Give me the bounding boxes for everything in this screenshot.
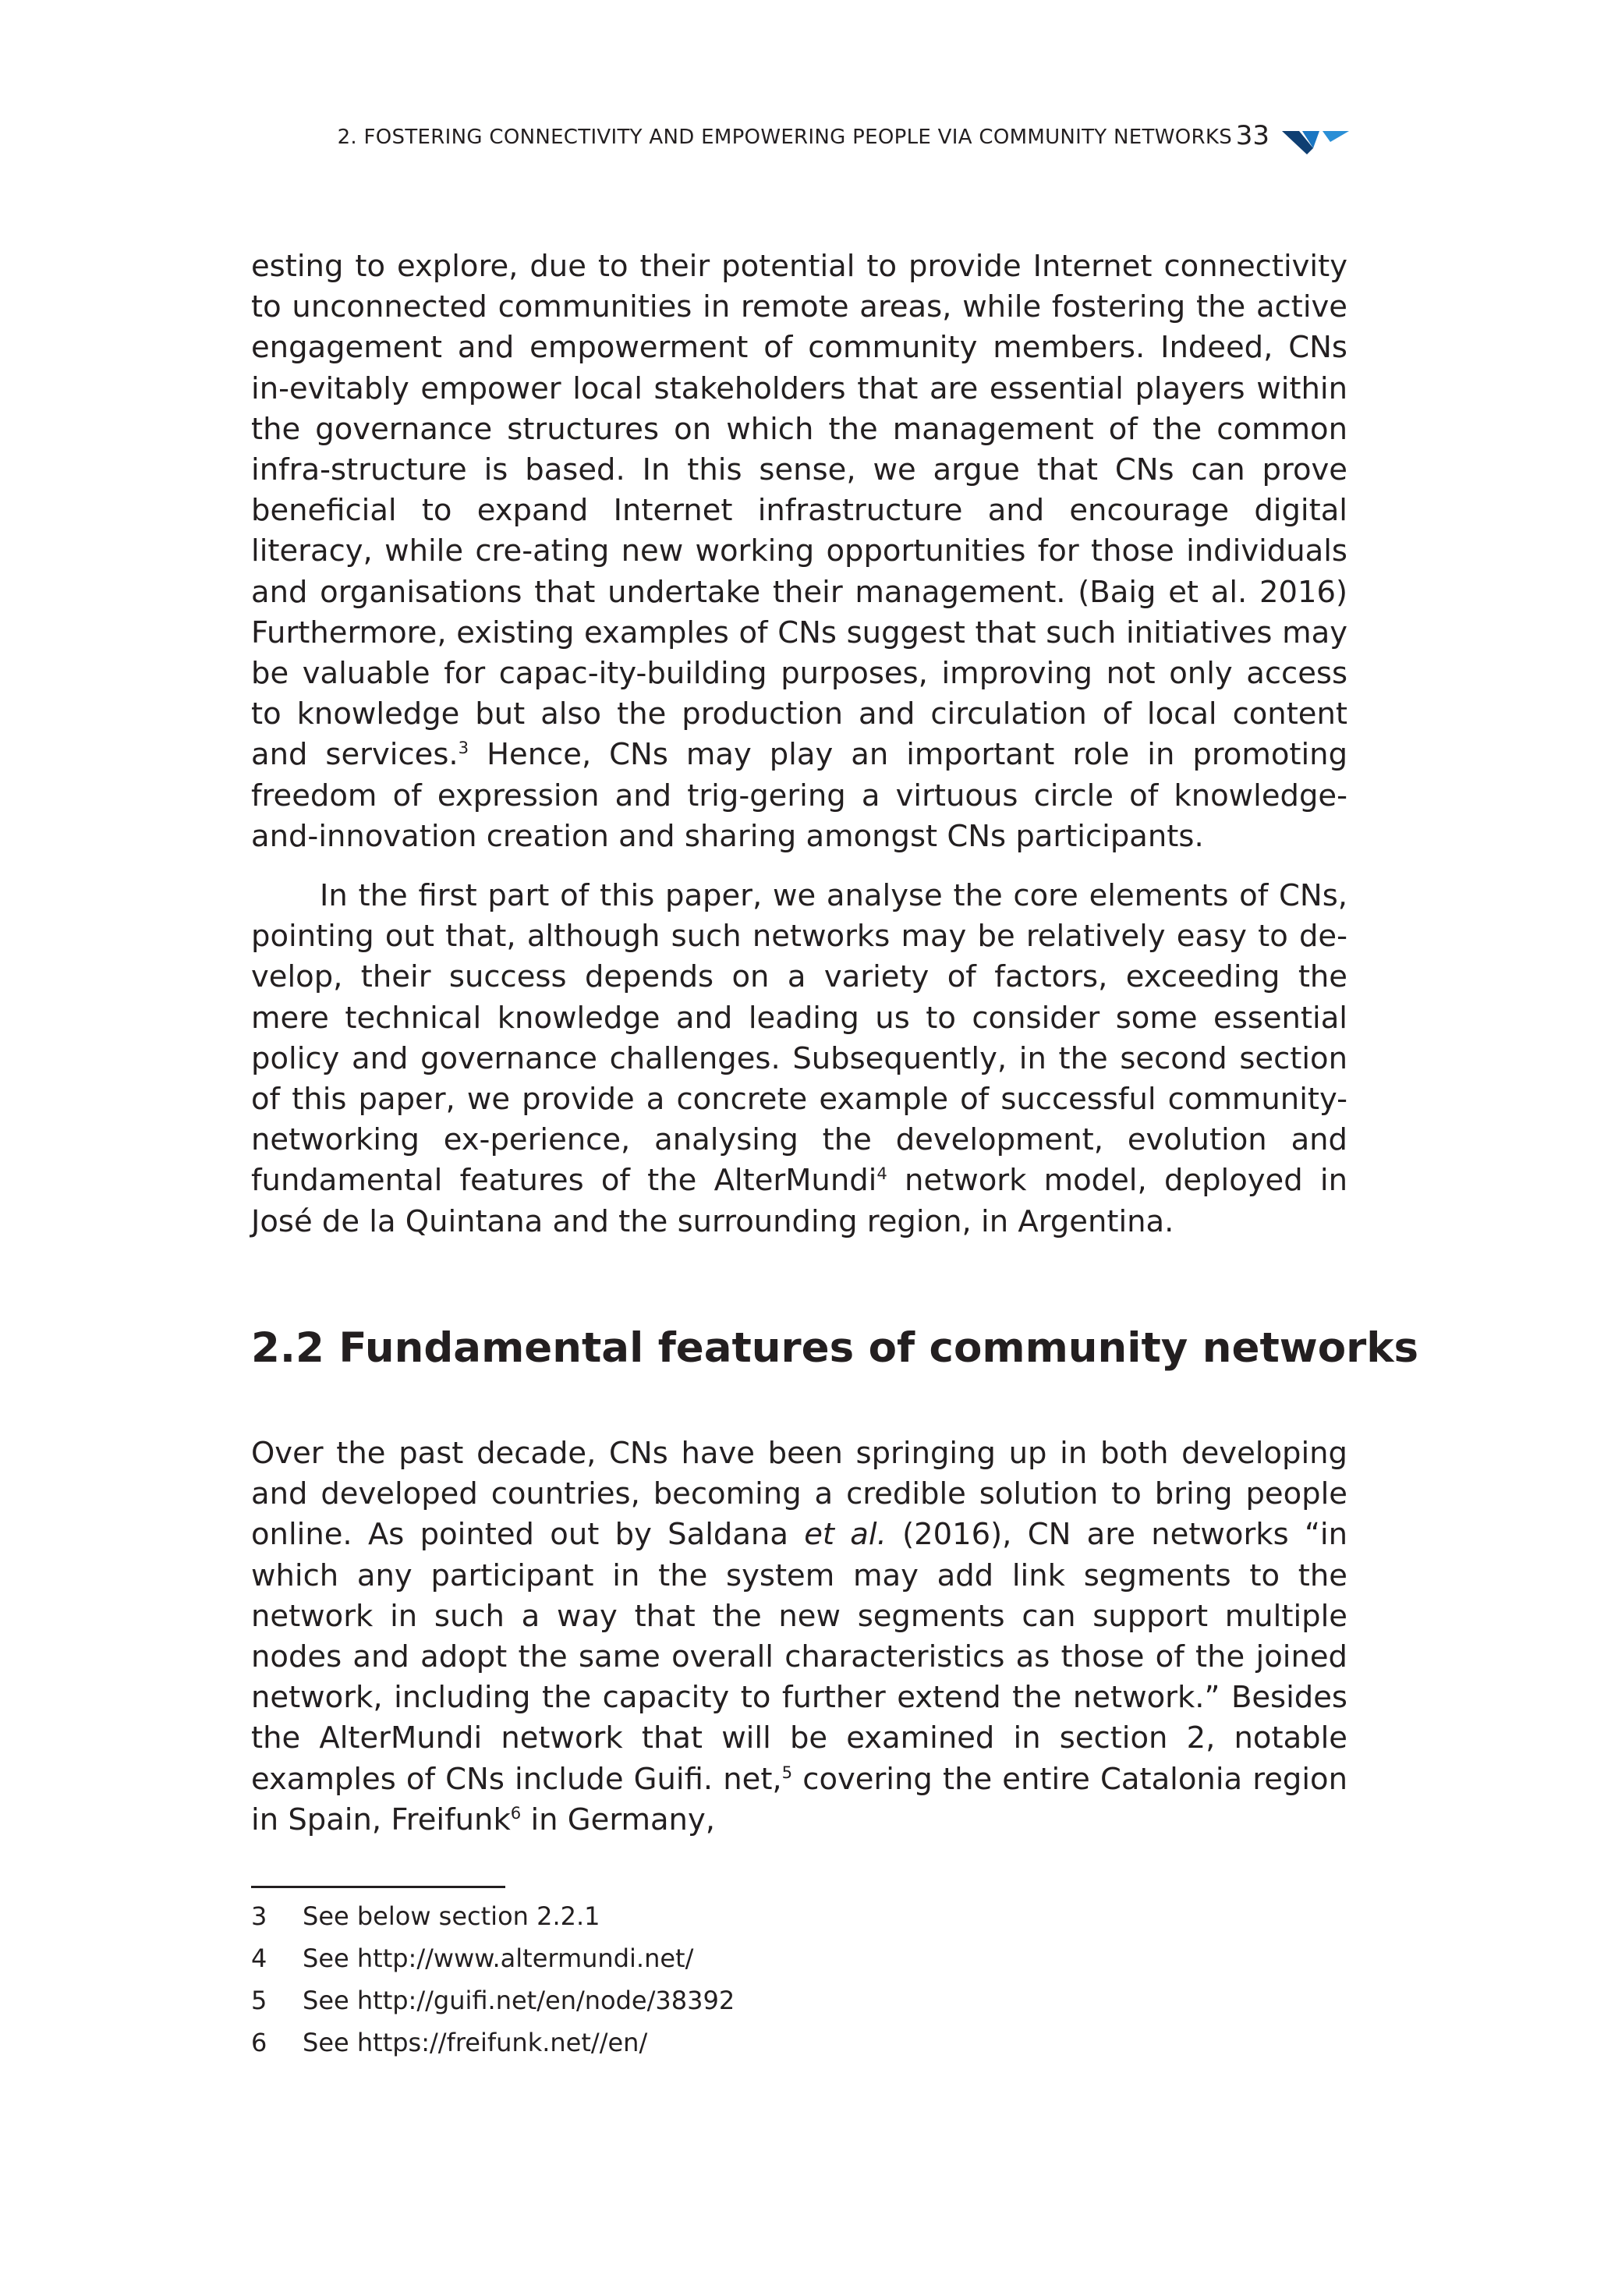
paragraph-1-text-b: Hence, CNs may play an important role in promoting freedom of expression and trig-gering a virtuous circle of knowledge-and-innovation creation and sharing amongst CNs participants. [251, 737, 1348, 854]
page-number: 33 [1235, 120, 1269, 151]
logo-accent-shape [1323, 131, 1349, 142]
body-text [251, 246, 1347, 1242]
footnote-4 [251, 1937, 1031, 1979]
running-header [337, 120, 1349, 161]
footnote-link-text[interactable]: See https://freifunk.net//en/ [303, 2028, 648, 2057]
footnote-number: 6 [251, 2028, 267, 2057]
footnote-text: See below section 2.2.1 [303, 1901, 600, 1931]
footnote-number: 3 [251, 1901, 267, 1931]
section-text-d: in Germany, [521, 1802, 715, 1837]
footnote-3 [251, 1895, 1031, 1937]
paragraph-2 [251, 876, 1347, 1242]
paragraph-1 [251, 246, 1347, 857]
footnote-ref-4[interactable]: 4 [876, 1164, 887, 1184]
footnote-number: 5 [251, 1986, 267, 2015]
footnotes [251, 1895, 1031, 2064]
et-al-citation: et al. [804, 1517, 887, 1553]
section-text-b: (2016), CN are networks “in which any participant in the system may add link segments to the network in such a way that the new segments can support multiple nodes and adopt the same overall characteristics as those of the joined network, including the capacity to further extend the network.” Besides the AlterMundi network that will be examined in section 2, notable examples of CNs include Guifi. net, [251, 1517, 1347, 1797]
footnote-divider [251, 1886, 505, 1888]
footnote-number: 4 [251, 1943, 267, 1973]
section-text-c: covering the entire Catalonia region in Spain, Freifunk [251, 1761, 1348, 1837]
section-paragraph [251, 1433, 1347, 1841]
paragraph-1-text-a: esting to explore, due to their potential to provide Internet connectivity to unconnected communities in remote areas, while fostering the active engagement and empowerment of community members. Indeed, CNs in-evitably empower local stakeholders that are essential players within the governance structures on which the management of the common infra-structure is based. In this sense, we argue that CNs can prove beneficial to expand Internet infrastructure and encourage digital literacy, while cre-ating new working opportunities for those individuals and organisations that undertake their management. (Baig et al. 2016) Furthermore, existing examples of CNs suggest that such initiatives may be valuable for capac-ity-building purposes, improving not only access to knowledge but also the production and circulation of local content and services. [251, 249, 1347, 773]
paragraph-2-text-a: In the first part of this paper, we analyse the core elements of CNs, pointing out that, although such networks may be relatively easy to de-velop, their success depends on a variety of factors, exceeding the mere technical knowledge and leading us to consider some essential policy and governance challenges. Subsequently, in the second section of this paper, we provide a concrete example of successful community-networking ex-perience, analysing the development, evolution and fundamental features of the AlterMundi [251, 878, 1347, 1199]
footnote-ref-5[interactable]: 5 [781, 1762, 793, 1782]
running-head-title: 2. FOSTERING CONNECTIVITY AND EMPOWERING PEOPLE VIA COMMUNITY NETWORKS [337, 126, 1232, 149]
section-body [251, 1433, 1347, 1841]
footnote-ref-6[interactable]: 6 [510, 1803, 522, 1823]
section-heading: 2.2 Fundamental features of community networks [251, 1324, 1419, 1372]
paragraph-2-text-b: network model, deployed in José de la Quintana and the surrounding region, in Argentina. [251, 1163, 1347, 1239]
footnote-link-text[interactable]: See http://guifi.net/en/node/38392 [303, 1986, 735, 2015]
section-text-a: Over the past decade, CNs have been springing up in both developing and developed countries, becoming a credible solution to bring people online. As pointed out by Saldana [251, 1436, 1347, 1553]
footnote-5 [251, 1979, 1031, 2021]
footnote-link-text[interactable]: See http://www.altermundi.net/ [303, 1943, 694, 1973]
publisher-logo-icon [1282, 128, 1349, 154]
footnote-ref-3[interactable]: 3 [458, 738, 469, 758]
footnote-6 [251, 2021, 1031, 2064]
